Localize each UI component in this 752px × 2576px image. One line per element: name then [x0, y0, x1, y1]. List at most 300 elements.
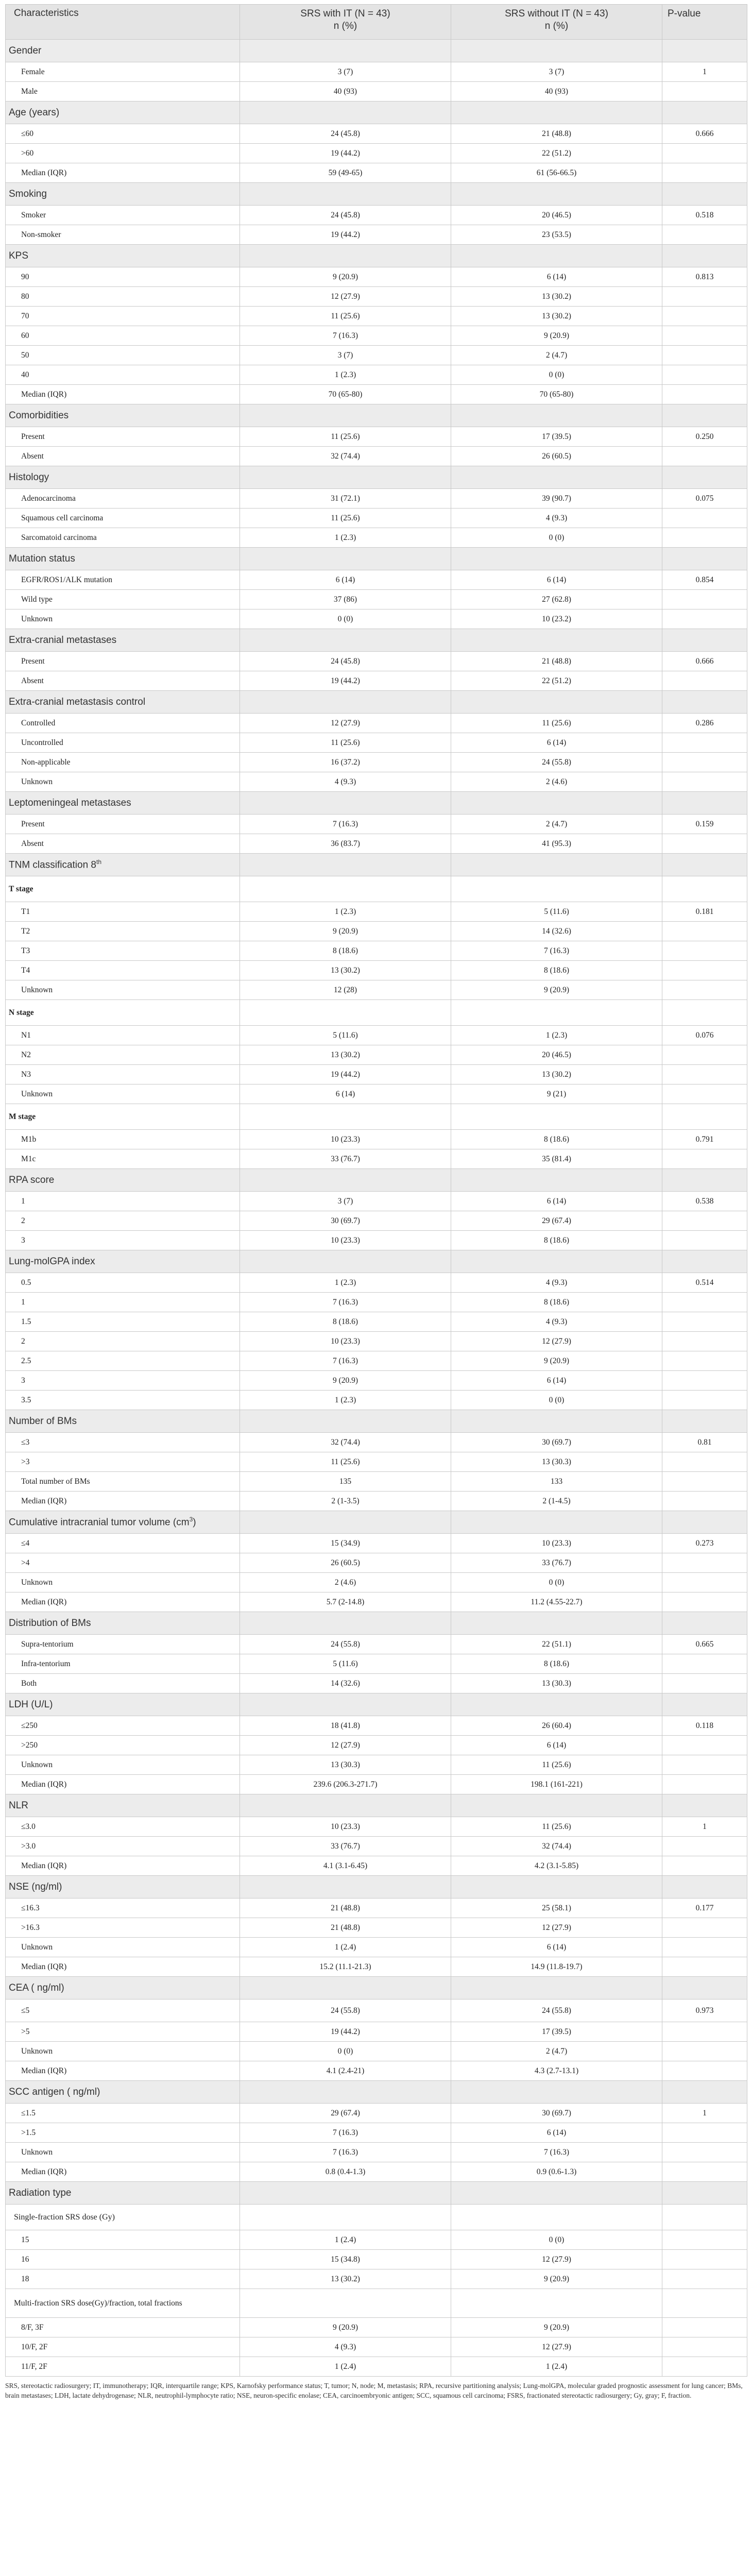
- row-label: Male: [6, 82, 240, 101]
- srs-without-it-value: 9 (20.9): [451, 1351, 662, 1371]
- p-value: 0.813: [662, 267, 747, 287]
- row-label: 3: [6, 1371, 240, 1391]
- table-row: [6, 2230, 747, 2250]
- p-value: 0.286: [662, 714, 747, 733]
- row-label: Comorbidities: [6, 404, 240, 427]
- p-value: [662, 2081, 747, 2104]
- p-value: [662, 733, 747, 753]
- table-row: [6, 2104, 747, 2123]
- table-row: [6, 609, 747, 629]
- row-label: >1.5: [6, 2123, 240, 2143]
- srs-with-it-value: 14 (32.6): [240, 1674, 451, 1693]
- header-characteristics: Characteristics: [6, 5, 240, 40]
- table-row: [6, 1837, 747, 1856]
- table-row: [6, 1553, 747, 1573]
- row-label: Histology: [6, 466, 240, 489]
- row-label: 3.5: [6, 1391, 240, 1410]
- row-label: NSE (ng/ml): [6, 1876, 240, 1899]
- header-srs-without-it-line: n (%): [544, 21, 569, 31]
- table-row: [6, 1351, 747, 1371]
- srs-without-it-value: 1 (2.4): [451, 2357, 662, 2377]
- row-label: 1: [6, 1293, 240, 1312]
- srs-with-it-value: 10 (23.3): [240, 1231, 451, 1250]
- srs-with-it-value: [240, 2182, 451, 2205]
- row-label: Unknown: [6, 980, 240, 1000]
- row-label: TNM classification 8th: [6, 854, 240, 876]
- row-label: >3.0: [6, 1837, 240, 1856]
- table-row: [6, 815, 747, 834]
- row-label: 11/F, 2F: [6, 2357, 240, 2377]
- table-row: [6, 1918, 747, 1938]
- p-value: [662, 2230, 747, 2250]
- p-value: [662, 876, 747, 902]
- row-label: NLR: [6, 1794, 240, 1817]
- p-value: [662, 404, 747, 427]
- table-row: [6, 980, 747, 1000]
- srs-without-it-value: 22 (51.2): [451, 671, 662, 691]
- p-value: 0.81: [662, 1433, 747, 1452]
- srs-with-it-value: 10 (23.3): [240, 1817, 451, 1837]
- srs-without-it-value: 24 (55.8): [451, 1999, 662, 2022]
- table-row: [6, 1938, 747, 1957]
- srs-without-it-value: 17 (39.5): [451, 427, 662, 447]
- p-value: [662, 961, 747, 980]
- srs-with-it-value: 13 (30.2): [240, 961, 451, 980]
- srs-with-it-value: 26 (60.5): [240, 1553, 451, 1573]
- row-label: Controlled: [6, 714, 240, 733]
- table-footnote: SRS, stereotactic radiosurgery; IT, immunotherapy; IQR, interquartile range; KPS, Karnofsky performance status; T, tumor; N, node; M, metastasis; RPA, recursive partitioning analysis; Lung-molGPA, molecular graded prognostic assessment for lung cancer; BMs, brain metastases; LDH, lactate dehydrogenase; NLR, neutrophil-lymphocyte ratio; NSE, neuron-specific enolase; CEA, carcinoembryonic antigen; SCC, squamous cell carcinoma; FSRS, fractionated stereotactic radiosurgery; Gy, gray; F, fraction.: [5, 2382, 743, 2399]
- srs-without-it-value: [451, 1794, 662, 1817]
- row-label: RPA score: [6, 1169, 240, 1192]
- row-label: Smoker: [6, 206, 240, 225]
- p-value: [662, 326, 747, 346]
- p-value: [662, 609, 747, 629]
- srs-with-it-value: [240, 876, 451, 902]
- row-label: >3: [6, 1452, 240, 1472]
- subsection-row: [6, 1000, 747, 1026]
- table-row: [6, 2337, 747, 2357]
- row-label: 2: [6, 1211, 240, 1231]
- srs-with-it-value: 21 (48.8): [240, 1899, 451, 1918]
- table-row: [6, 1775, 747, 1794]
- srs-without-it-value: 20 (46.5): [451, 1045, 662, 1065]
- row-label: Uncontrolled: [6, 733, 240, 753]
- row-label: T4: [6, 961, 240, 980]
- srs-with-it-value: [240, 1250, 451, 1273]
- srs-without-it-value: 20 (46.5): [451, 206, 662, 225]
- table-row: [6, 447, 747, 466]
- p-value: 0.076: [662, 1026, 747, 1045]
- table-row: [6, 307, 747, 326]
- p-value: 0.514: [662, 1273, 747, 1293]
- section-header-row: [6, 691, 747, 714]
- srs-with-it-value: [240, 40, 451, 62]
- p-value: [662, 1472, 747, 1492]
- p-value: [662, 980, 747, 1000]
- srs-with-it-value: 7 (16.3): [240, 815, 451, 834]
- srs-without-it-value: [451, 1169, 662, 1192]
- table-row: [6, 509, 747, 528]
- srs-without-it-value: 26 (60.5): [451, 447, 662, 466]
- srs-with-it-value: [240, 101, 451, 124]
- srs-with-it-value: 4 (9.3): [240, 772, 451, 792]
- srs-with-it-value: [240, 1169, 451, 1192]
- srs-with-it-value: 6 (14): [240, 570, 451, 590]
- section-header-row: [6, 183, 747, 206]
- p-value: [662, 365, 747, 385]
- srs-without-it-value: [451, 1250, 662, 1273]
- srs-without-it-value: 30 (69.7): [451, 2104, 662, 2123]
- srs-with-it-value: 9 (20.9): [240, 922, 451, 941]
- srs-with-it-value: 19 (44.2): [240, 1065, 451, 1084]
- row-label: EGFR/ROS1/ALK mutation: [6, 570, 240, 590]
- table-row: [6, 2289, 747, 2318]
- srs-without-it-value: 4 (9.3): [451, 1312, 662, 1332]
- srs-without-it-value: 6 (14): [451, 1192, 662, 1211]
- p-value: [662, 1410, 747, 1433]
- table-row: [6, 1045, 747, 1065]
- p-value: [662, 1693, 747, 1716]
- srs-with-it-value: 1 (2.3): [240, 1273, 451, 1293]
- row-label: Absent: [6, 671, 240, 691]
- srs-with-it-value: [240, 1511, 451, 1534]
- srs-with-it-value: [240, 1104, 451, 1130]
- table-row: [6, 1957, 747, 1977]
- table-row: [6, 1856, 747, 1876]
- srs-with-it-value: 10 (23.3): [240, 1332, 451, 1351]
- srs-without-it-value: 0 (0): [451, 1573, 662, 1592]
- p-value: 0.118: [662, 1716, 747, 1736]
- p-value: [662, 1654, 747, 1674]
- table-row: [6, 346, 747, 365]
- p-value: [662, 1104, 747, 1130]
- row-label: Median (IQR): [6, 1775, 240, 1794]
- row-label: Absent: [6, 447, 240, 466]
- srs-without-it-value: 33 (76.7): [451, 1553, 662, 1573]
- section-header-row: [6, 1250, 747, 1273]
- srs-with-it-value: 9 (20.9): [240, 2318, 451, 2337]
- srs-without-it-value: 2 (4.7): [451, 815, 662, 834]
- p-value: [662, 2061, 747, 2081]
- table-row: [6, 2357, 747, 2377]
- srs-without-it-value: 7 (16.3): [451, 941, 662, 961]
- row-label: T2: [6, 922, 240, 941]
- srs-with-it-value: [240, 404, 451, 427]
- srs-without-it-value: 9 (21): [451, 1084, 662, 1104]
- srs-without-it-value: 11 (25.6): [451, 714, 662, 733]
- row-label: >4: [6, 1553, 240, 1573]
- srs-with-it-value: 7 (16.3): [240, 1351, 451, 1371]
- subsection-row: [6, 1104, 747, 1130]
- p-value: [662, 691, 747, 714]
- srs-without-it-value: 6 (14): [451, 733, 662, 753]
- srs-without-it-value: [451, 854, 662, 876]
- srs-without-it-value: [451, 548, 662, 570]
- table-row: [6, 206, 747, 225]
- srs-without-it-value: 22 (51.1): [451, 1635, 662, 1654]
- row-label: ≤3: [6, 1433, 240, 1452]
- srs-with-it-value: 8 (18.6): [240, 941, 451, 961]
- table-row: [6, 1472, 747, 1492]
- srs-without-it-value: 2 (4.6): [451, 772, 662, 792]
- row-label: Infra-tentorium: [6, 1654, 240, 1674]
- table-row: [6, 1674, 747, 1693]
- srs-with-it-value: 6 (14): [240, 1084, 451, 1104]
- srs-without-it-value: 6 (14): [451, 1371, 662, 1391]
- table-row: [6, 1231, 747, 1250]
- p-value: [662, 466, 747, 489]
- section-header-row: [6, 2081, 747, 2104]
- row-label: 18: [6, 2269, 240, 2289]
- srs-with-it-value: 4.1 (2.4-21): [240, 2061, 451, 2081]
- p-value: [662, 629, 747, 652]
- srs-without-it-value: 4.3 (2.7-13.1): [451, 2061, 662, 2081]
- row-label: SCC antigen ( ng/ml): [6, 2081, 240, 2104]
- row-label: Unknown: [6, 609, 240, 629]
- srs-without-it-value: [451, 1104, 662, 1130]
- srs-without-it-value: [451, 2081, 662, 2104]
- srs-with-it-value: 16 (37.2): [240, 753, 451, 772]
- srs-without-it-value: 12 (27.9): [451, 1918, 662, 1938]
- row-label: 0.5: [6, 1273, 240, 1293]
- srs-without-it-value: 30 (69.7): [451, 1433, 662, 1452]
- row-label: 16: [6, 2250, 240, 2269]
- srs-with-it-value: [240, 548, 451, 570]
- srs-without-it-value: 0 (0): [451, 365, 662, 385]
- superscript: 3: [189, 1516, 193, 1523]
- p-value: [662, 2318, 747, 2337]
- p-value: [662, 922, 747, 941]
- row-label: Median (IQR): [6, 2061, 240, 2081]
- table-row: [6, 326, 747, 346]
- row-label: 10/F, 2F: [6, 2337, 240, 2357]
- p-value: [662, 1674, 747, 1693]
- srs-with-it-value: 15 (34.9): [240, 1534, 451, 1553]
- p-value: [662, 1045, 747, 1065]
- srs-with-it-value: 12 (27.9): [240, 287, 451, 307]
- table-row: [6, 385, 747, 404]
- p-value: [662, 2289, 747, 2318]
- table-row: [6, 1371, 747, 1391]
- row-label: Present: [6, 652, 240, 671]
- row-label: Median (IQR): [6, 163, 240, 183]
- srs-with-it-value: 15.2 (11.1-21.3): [240, 1957, 451, 1977]
- row-label: M1b: [6, 1130, 240, 1149]
- row-label: Sarcomatoid carcinoma: [6, 528, 240, 548]
- srs-with-it-value: 10 (23.3): [240, 1130, 451, 1149]
- srs-with-it-value: 239.6 (206.3-271.7): [240, 1775, 451, 1794]
- row-label: 3: [6, 1231, 240, 1250]
- p-value: [662, 1293, 747, 1312]
- row-label: N2: [6, 1045, 240, 1065]
- table-row: [6, 2162, 747, 2182]
- row-label: Present: [6, 427, 240, 447]
- p-value: [662, 307, 747, 326]
- row-label: Median (IQR): [6, 1592, 240, 1612]
- section-header-row: [6, 1410, 747, 1433]
- table-row: [6, 1736, 747, 1755]
- srs-without-it-value: [451, 2289, 662, 2318]
- srs-with-it-value: 32 (74.4): [240, 1433, 451, 1452]
- srs-with-it-value: 13 (30.2): [240, 1045, 451, 1065]
- row-label: Extra-cranial metastasis control: [6, 691, 240, 714]
- section-header-row: [6, 101, 747, 124]
- srs-without-it-value: 6 (14): [451, 570, 662, 590]
- p-value: [662, 1084, 747, 1104]
- section-header-row: [6, 404, 747, 427]
- table-row: [6, 961, 747, 980]
- srs-with-it-value: [240, 183, 451, 206]
- row-label: Median (IQR): [6, 2162, 240, 2182]
- p-value: [662, 1592, 747, 1612]
- srs-without-it-value: 12 (27.9): [451, 1332, 662, 1351]
- srs-with-it-value: 70 (65-80): [240, 385, 451, 404]
- p-value: [662, 2250, 747, 2269]
- p-value: 0.665: [662, 1635, 747, 1654]
- srs-with-it-value: 1 (2.4): [240, 1938, 451, 1957]
- srs-without-it-value: 7 (16.3): [451, 2143, 662, 2162]
- p-value: [662, 772, 747, 792]
- srs-without-it-value: 12 (27.9): [451, 2337, 662, 2357]
- table-row: [6, 2022, 747, 2042]
- section-header-row: [6, 1876, 747, 1899]
- row-label: 15: [6, 2230, 240, 2250]
- srs-without-it-value: [451, 404, 662, 427]
- srs-without-it-value: 70 (65-80): [451, 385, 662, 404]
- srs-with-it-value: 1 (2.4): [240, 2230, 451, 2250]
- section-header-row: [6, 792, 747, 815]
- srs-without-it-value: [451, 2205, 662, 2230]
- srs-with-it-value: [240, 1977, 451, 1999]
- row-label: Unknown: [6, 1938, 240, 1957]
- table-row: [6, 1084, 747, 1104]
- srs-with-it-value: 0 (0): [240, 609, 451, 629]
- p-value: [662, 2143, 747, 2162]
- row-label: Unknown: [6, 772, 240, 792]
- p-value: [662, 792, 747, 815]
- p-value: [662, 1231, 747, 1250]
- table-row: [6, 1592, 747, 1612]
- row-label: Non-smoker: [6, 225, 240, 245]
- row-label: ≤5: [6, 1999, 240, 2022]
- srs-with-it-value: 40 (93): [240, 82, 451, 101]
- p-value: [662, 163, 747, 183]
- p-value: [662, 2337, 747, 2357]
- srs-with-it-value: 0 (0): [240, 2042, 451, 2061]
- srs-with-it-value: 19 (44.2): [240, 144, 451, 163]
- srs-with-it-value: 4.1 (3.1-6.45): [240, 1856, 451, 1876]
- p-value: [662, 2205, 747, 2230]
- p-value: 0.075: [662, 489, 747, 509]
- srs-without-it-value: [451, 466, 662, 489]
- table-row: [6, 365, 747, 385]
- p-value: [662, 1553, 747, 1573]
- srs-without-it-value: 5 (11.6): [451, 902, 662, 922]
- row-label: Median (IQR): [6, 1492, 240, 1511]
- p-value: [662, 1837, 747, 1856]
- srs-with-it-value: 11 (25.6): [240, 1452, 451, 1472]
- p-value: [662, 1755, 747, 1775]
- p-value: [662, 528, 747, 548]
- section-header-row: [6, 466, 747, 489]
- p-value: [662, 1065, 747, 1084]
- row-label: 70: [6, 307, 240, 326]
- row-label: Smoking: [6, 183, 240, 206]
- p-value: 1: [662, 2104, 747, 2123]
- srs-with-it-value: 3 (7): [240, 346, 451, 365]
- srs-without-it-value: 4 (9.3): [451, 509, 662, 528]
- p-value: [662, 1000, 747, 1026]
- srs-with-it-value: [240, 1693, 451, 1716]
- row-label: 50: [6, 346, 240, 365]
- row-label: KPS: [6, 245, 240, 267]
- srs-without-it-value: 14.9 (11.8-19.7): [451, 1957, 662, 1977]
- srs-with-it-value: 32 (74.4): [240, 447, 451, 466]
- srs-without-it-value: 6 (14): [451, 1736, 662, 1755]
- row-label: Lung-molGPA index: [6, 1250, 240, 1273]
- row-label: Supra-tentorium: [6, 1635, 240, 1654]
- srs-with-it-value: 5.7 (2-14.8): [240, 1592, 451, 1612]
- srs-without-it-value: 133: [451, 1472, 662, 1492]
- header-srs-with-it-line: SRS with IT (N = 43): [300, 8, 390, 19]
- srs-without-it-value: 11 (25.6): [451, 1817, 662, 1837]
- p-value: [662, 509, 747, 528]
- srs-with-it-value: 1 (2.3): [240, 365, 451, 385]
- p-value: [662, 1492, 747, 1511]
- p-value: [662, 1511, 747, 1534]
- table-row: [6, 671, 747, 691]
- row-label: >60: [6, 144, 240, 163]
- srs-with-it-value: 7 (16.3): [240, 1293, 451, 1312]
- table-row: [6, 1391, 747, 1410]
- srs-with-it-value: [240, 629, 451, 652]
- srs-with-it-value: [240, 1612, 451, 1635]
- srs-without-it-value: 11.2 (4.55-22.7): [451, 1592, 662, 1612]
- srs-with-it-value: 4 (9.3): [240, 2337, 451, 2357]
- srs-without-it-value: 32 (74.4): [451, 1837, 662, 1856]
- p-value: 0.177: [662, 1899, 747, 1918]
- row-label: Squamous cell carcinoma: [6, 509, 240, 528]
- table-row: [6, 941, 747, 961]
- p-value: [662, 1856, 747, 1876]
- srs-without-it-value: 13 (30.3): [451, 1674, 662, 1693]
- characteristics-table: [5, 4, 747, 2377]
- table-row: [6, 62, 747, 82]
- row-label: Multi-fraction SRS dose(Gy)/fraction, total fractions: [6, 2289, 240, 2318]
- srs-without-it-value: [451, 876, 662, 902]
- table-row: [6, 2143, 747, 2162]
- table-row: [6, 1999, 747, 2022]
- p-value: [662, 753, 747, 772]
- subsection-row: [6, 876, 747, 902]
- row-label: ≤250: [6, 1716, 240, 1736]
- p-value: [662, 2022, 747, 2042]
- srs-with-it-value: [240, 854, 451, 876]
- srs-with-it-value: 2 (4.6): [240, 1573, 451, 1592]
- srs-without-it-value: 21 (48.8): [451, 124, 662, 144]
- section-header-row: [6, 2182, 747, 2205]
- section-header-row: [6, 1612, 747, 1635]
- p-value: 0.854: [662, 570, 747, 590]
- srs-with-it-value: 9 (20.9): [240, 267, 451, 287]
- srs-with-it-value: 59 (49-65): [240, 163, 451, 183]
- row-label: 90: [6, 267, 240, 287]
- srs-without-it-value: [451, 245, 662, 267]
- p-value: [662, 447, 747, 466]
- srs-with-it-value: [240, 1876, 451, 1899]
- srs-with-it-value: 37 (86): [240, 590, 451, 609]
- section-header-row: [6, 1693, 747, 1716]
